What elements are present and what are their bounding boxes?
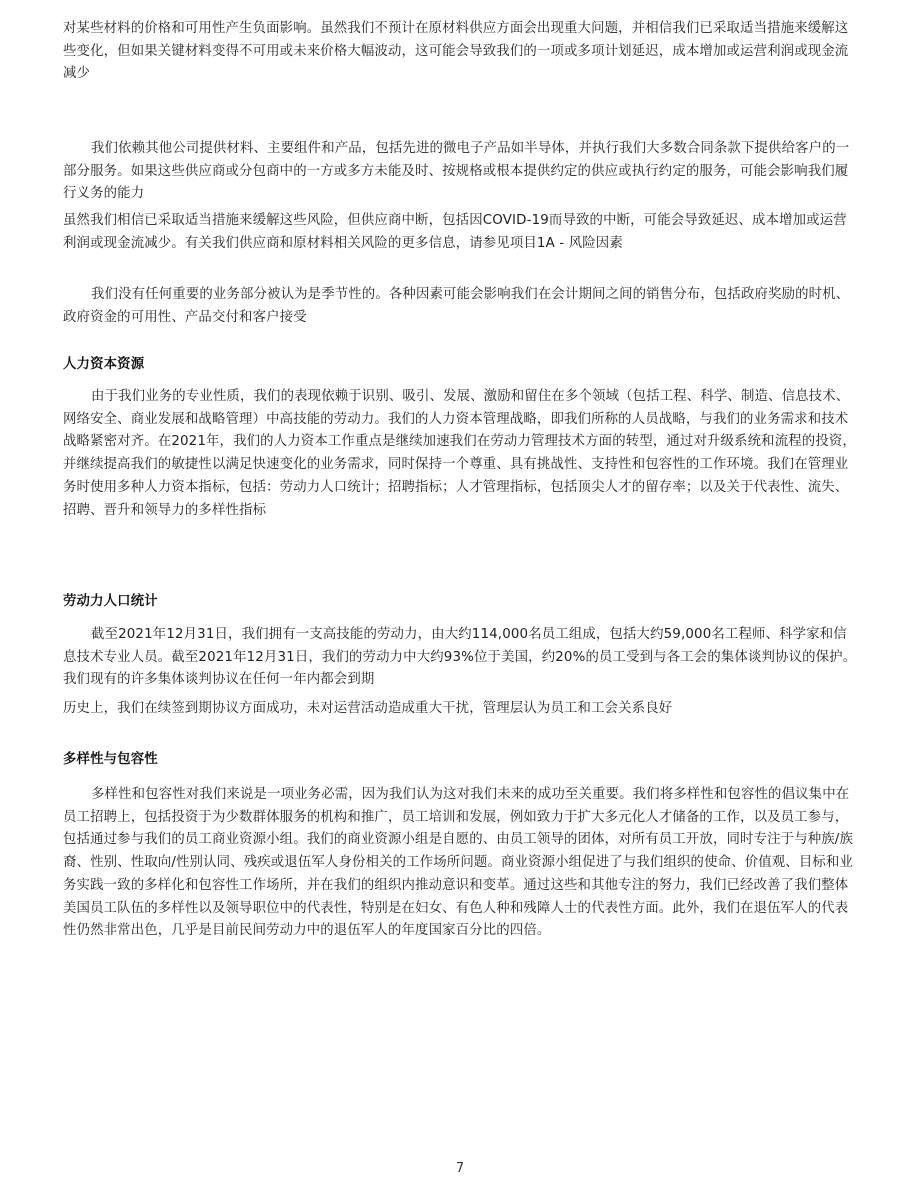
- paragraph-labor-relations: 历史上，我们在续签到期协议方面成功，未对运营活动造成重大干扰，管理层认为员工和工会关系良好: [63, 701, 673, 716]
- heading-human-capital: 人力资本资源: [63, 357, 145, 372]
- page-number: 7: [455, 1161, 465, 1176]
- paragraph-human-capital: 由于我们业务的专业性质，我们的表现依赖于识别、吸引、发展、激励和留住在多个领域（包括工程、科学、制造、信息技术、网络安全、商业发展和战略管理）中高技能的劳动力。我们的人力资本管理战略，即我们所称的人员战略，与我们的业务需求和技术战略紧密对齐。在2021年，我们的人力资本工作重点是继续加速我们在劳动力管理技术方面的转型，通过对升级系统和流程的投资，并继续提高我们的敏捷性以满足快速变化的业务需求，同时保持一个尊重、具有挑战性、支持性和包容性的工作环境。我们在管理业务时使用多种人力资本指标，包括：劳动力人口统计；招聘指标；人才管理指标，包括顶尖人才的留存率；以及关于代表性、流失、招聘、晋升和领导力的多样性指标: [63, 389, 856, 518]
- paragraph-supplier-risk: 虽然我们相信已采取适当措施来缓解这些风险，但供应商中断，包括因COVID-19而导致的中断，可能会导致延迟、成本增加或运营利润或现金流减少。有关我们供应商和原材料相关风险的更多信息，请参见项目1A - 风险因素: [63, 213, 847, 251]
- paragraph-workforce-size: 截至2021年12月31日，我们拥有一支高技能的劳动力，由大约114,000名员工组成，包括大约59,000名工程师、科学家和信息技术专业人员。截至2021年12月31日，我们的劳动力中大约93%位于美国，约20%的员工受到与各工会的集体谈判协议的保护。我们现有的许多集体谈判协议在任何一年内都会到期: [63, 627, 857, 688]
- paragraph-diversity-inclusion: 多样性和包容性对我们来说是一项业务必需，因为我们认为这对我们未来的成功至关重要。我们将多样性和包容性的倡议集中在员工招聘上，包括投资于为少数群体服务的机构和推广，员工培训和发展，例如致力于扩大多元化人才储备的工作，以及员工参与，包括通过参与我们的员工商业资源小组。我们的商业资源小组是自愿的、由员工领导的团体，对所有员工开放，同时专注于与种族/族裔、性别、性取向/性别认同、残疾或退伍军人身份相关的工作场所问题。商业资源小组促进了与我们组织的使命、价值观、目标和业务实践一致的多样化和包容性工作场所，并在我们的组织内推动意识和变革。通过这些和其他专注的努力，我们已经改善了我们整体美国员工队伍的多样性以及领导职位中的代表性，特别是在妇女、有色人种和残障人士的代表性方面。此外，我们在退伍军人的代表性仍然非常出色，几乎是目前民间劳动力中的退伍军人的年度国家百分比的四倍。: [63, 787, 854, 939]
- paragraph-materials-impact: 对某些材料的价格和可用性产生负面影响。虽然我们不预计在原材料供应方面会出现重大问题，并相信我们已采取适当措施来缓解这些变化，但如果关键材料变得不可用或未来价格大幅波动，这可能会导致我们的一项或多项计划延迟，成本增加或运营利润或现金流减少: [63, 21, 849, 82]
- paragraph-supplier-dependence: 我们依赖其他公司提供材料、主要组件和产品，包括先进的微电子产品如半导体，并执行我们大多数合同条款下提供给客户的一部分服务。如果这些供应商或分包商中的一方或多方未能及时、按规格或根本提供约定的供应或执行约定的服务，可能会影响我们履行义务的能力: [63, 141, 850, 202]
- paragraph-seasonality: 我们没有任何重要的业务部分被认为是季节性的。各种因素可能会影响我们在会计期间之间的销售分布，包括政府奖励的时机、政府资金的可用性、产品交付和客户接受: [63, 287, 850, 325]
- heading-diversity-inclusion: 多样性与包容性: [63, 752, 158, 767]
- heading-workforce-demographics: 劳动力人口统计: [63, 594, 158, 609]
